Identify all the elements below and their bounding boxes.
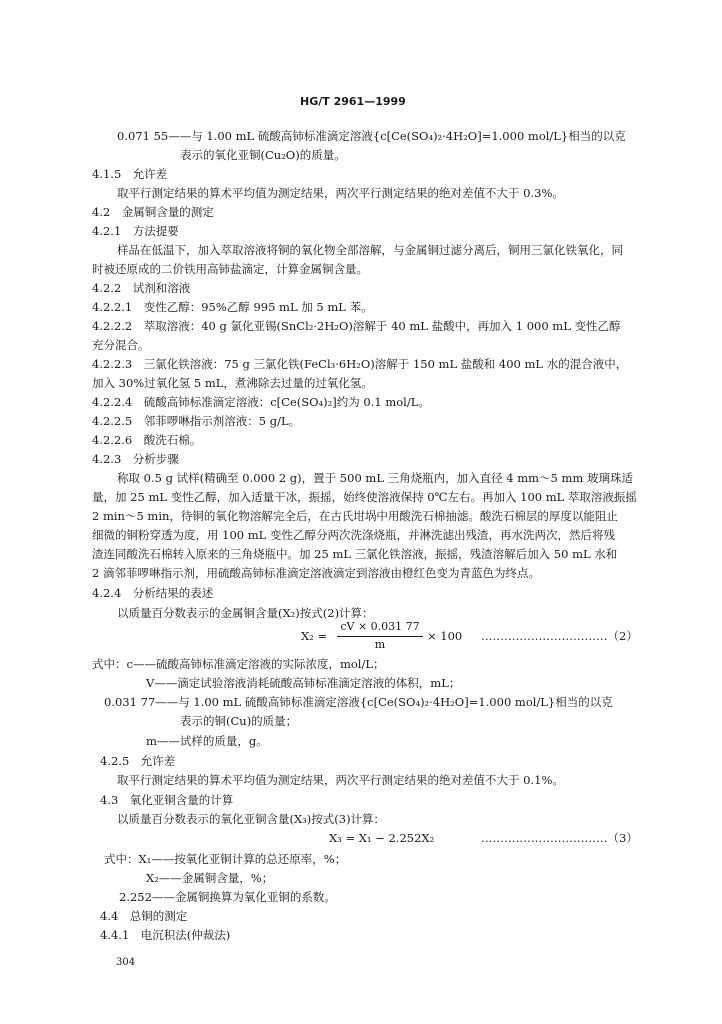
text-line: 取平行测定结果的算术平均值为测定结果，两次平行测定结果的绝对差值不大于 0.1%。: [117, 773, 564, 787]
section-heading: 4.4.1 电沉积法(仲裁法): [100, 928, 231, 942]
text-line: 0.071 55——与 1.00 mL 硫酸高铈标准滴定溶液{c[Ce(SO₄)₂·4H₂O]=1.000 mol/L}相当的以克: [117, 129, 626, 143]
text-line: m——试样的质量，g。: [146, 734, 268, 748]
text-line: 2 min～5 min，待铜的氧化物溶解完全后，在古氏坩埚中用酸洗石棉抽滤。酸洗石棉层的厚度以能阻止: [92, 509, 618, 523]
section-heading: 4.2.2 试剂和溶液: [92, 281, 191, 295]
section-heading: 4.2 金属铜含量的测定: [92, 205, 214, 219]
formula-2-denominator: m: [374, 638, 386, 651]
text-line: 0.031 77——与 1.00 mL 硫酸高铈标准滴定溶液{c[Ce(SO₄)₂·4H₂O]=1.000 mol/L}相当的以克: [104, 695, 613, 709]
section-heading: 4.2.5 允许差: [100, 754, 176, 768]
formula-3-expression: X₃ = X₁ − 2.252X₂: [329, 831, 435, 845]
text-line: 取平行测定结果的算术平均值为测定结果，两次平行测定结果的绝对差值不大于 0.3%。: [117, 186, 564, 200]
section-heading: 4.3 氧化亚铜含量的计算: [100, 793, 234, 807]
section-heading: 4.2.3 分析步骤: [92, 452, 179, 466]
section-heading: 4.1.5 允许差: [92, 167, 168, 181]
text-line: 4.2.2.3 三氯化铁溶液：75 g 三氯化铁(FeCl₃·6H₂O)溶解于 150 mL 盐酸和 400 mL 水的混合液中，: [92, 357, 628, 371]
page-header: HG/T 2961—1999: [300, 95, 406, 108]
page-number: 304: [116, 957, 136, 968]
formula-2-fraction-bar: [337, 636, 423, 637]
text-line: 时被还原成的二价铁用高铈盐滴定，计算金属铜含量。: [92, 262, 368, 276]
text-line: 加入 30%过氧化氢 5 mL，煮沸除去过量的过氧化氢。: [92, 376, 373, 390]
text-line: 式中：X₁——按氧化亚铜计算的总还原率，%；: [104, 852, 347, 866]
text-line: 细微的铜粉穿透为度，用 100 mL 变性乙醇分两次洗涤烧瓶，并淋洗滤出残渣，再水洗两次，然后将残: [92, 528, 615, 542]
text-line: 量，加 25 mL 变性乙醇，加入适量干冰，振摇，始终使溶液保持 0℃左右。再加入 100 mL 萃取溶液振摇: [92, 490, 637, 504]
text-line: 表示的铜(Cu)的质量；: [180, 714, 298, 728]
formula-2-numerator: cV × 0.031 77: [340, 620, 420, 633]
text-line: 4.2.2.2 萃取溶液：40 g 氯化亚锡(SnCl₂·2H₂O)溶解于 40 mL 盐酸中，再加入 1 000 mL 变性乙醇: [92, 319, 621, 333]
formula-2-lhs: X₂ =: [301, 629, 328, 643]
text-line: 4.2.2.1 变性乙醇：95%乙醇 995 mL 加 5 mL 苯。: [92, 300, 373, 314]
section-heading: 4.4 总铜的测定: [100, 909, 188, 923]
text-line: 2.252——金属铜换算为氧化亚铜的系数。: [119, 890, 336, 904]
text-line: 4.2.2.5 邻菲啰啉指示剂溶液：5 g/L。: [92, 414, 301, 428]
text-line: 式中：c——硫酸高铈标准滴定溶液的实际浓度，mol/L；: [92, 657, 385, 671]
section-heading: 4.2.4 分析结果的表述: [92, 586, 214, 600]
section-heading: 4.2.1 方法提要: [92, 224, 179, 238]
formula-3-tag: ……………………………（3）: [481, 831, 638, 845]
text-line: 2 滴邻菲啰啉指示剂，用硫酸高铈标准滴定溶液滴定到溶液由橙红色变为青蓝色为终点。: [92, 566, 540, 580]
text-line: 以质量百分数表示的氧化亚铜含量(X₃)按式(3)计算：: [117, 812, 386, 826]
formula-2-tag: ……………………………（2）: [481, 629, 638, 643]
text-line: 称取 0.5 g 试样(精确至 0.000 2 g)，置于 500 mL 三角烧瓶内，加入直径 4 mm～5 mm 玻璃珠适: [117, 471, 633, 485]
text-line: 表示的氧化亚铜(Cu₂O)的质量。: [180, 148, 346, 162]
text-line: 以质量百分数表示的金属铜含量(X₂)按式(2)计算：: [117, 606, 374, 620]
formula-2-tail: × 100: [427, 629, 463, 643]
text-line: 渣连同酸洗石棉转入原来的三角烧瓶中。加 25 mL 三氯化铁溶液，振摇，残渣溶解后加入 50 mL 水和: [92, 547, 618, 561]
text-line: 样品在低温下，加入萃取溶液将铜的氧化物全部溶解，与金属铜过滤分离后，铜用三氯化铁氧化，同: [117, 243, 623, 257]
text-line: 充分混合。: [92, 338, 150, 352]
text-line: 4.2.2.6 酸洗石棉。: [92, 433, 202, 447]
text-line: X₂——金属铜含量，%；: [146, 871, 274, 885]
text-line: V——滴定试验溶液消耗硫酸高铈标准滴定溶液的体积，mL；: [146, 676, 461, 690]
text-line: 4.2.2.4 硫酸高铈标准滴定溶液：c[Ce(SO₄)₂]约为 0.1 mol/L。: [92, 395, 430, 409]
